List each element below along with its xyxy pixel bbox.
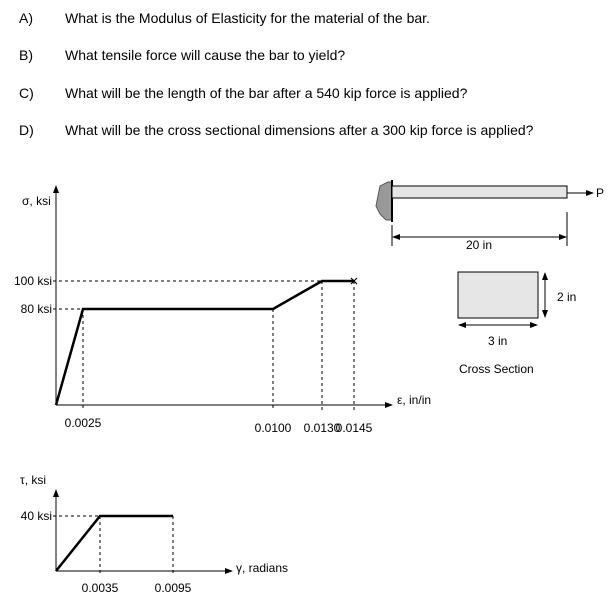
x-tick-label: 0.0145 (335, 421, 373, 435)
x-tick-label: 0.0025 (64, 416, 102, 430)
width-label: 3 in (488, 334, 508, 348)
y-tick-label: 100 ksi (13, 274, 52, 288)
question-d-text: What will be the cross sectional dimensions after a 300 kip force is applied? (65, 122, 534, 138)
x-tick-label: 0.0130 (303, 421, 341, 435)
question-a-text: What is the Modulus of Elasticity for the material of the bar. (65, 10, 430, 26)
question-d-label: D) (19, 122, 34, 138)
shear-stress-strain-chart (20, 473, 288, 595)
y-axis-label: τ, ksi (20, 473, 47, 487)
height-label: 2 in (557, 290, 577, 304)
cross-section-label: Cross Section (459, 362, 534, 376)
y-axis-label: σ, ksi (22, 194, 51, 208)
cross-section (458, 272, 538, 318)
x-tick-label: 0.0035 (81, 581, 119, 595)
x-tick-label: 0.0100 (254, 421, 292, 435)
question-a-label: A) (19, 10, 33, 26)
question-c-text: What will be the length of the bar after a 540 kip force is applied? (65, 85, 468, 101)
x-axis-label: ε, in/in (397, 393, 432, 407)
stress-strain-curve (56, 281, 354, 405)
question-c-label: C) (19, 85, 34, 101)
y-tick-label: 80 ksi (20, 302, 52, 316)
bar-diagram (376, 180, 604, 376)
question-b-label: B) (19, 47, 33, 63)
y-tick-label: 40 ksi (20, 509, 52, 523)
bar (392, 186, 567, 198)
shear-stress-strain-curve (56, 516, 173, 571)
question-b-text: What tensile force will cause the bar to yield? (65, 47, 346, 63)
stress-strain-chart (14, 186, 431, 435)
force-label: P (596, 186, 605, 200)
length-label: 20 in (466, 238, 493, 252)
x-tick-label: 0.0095 (154, 581, 192, 595)
x-axis-label: γ, radians (236, 561, 289, 575)
wall-support-icon (376, 182, 392, 220)
